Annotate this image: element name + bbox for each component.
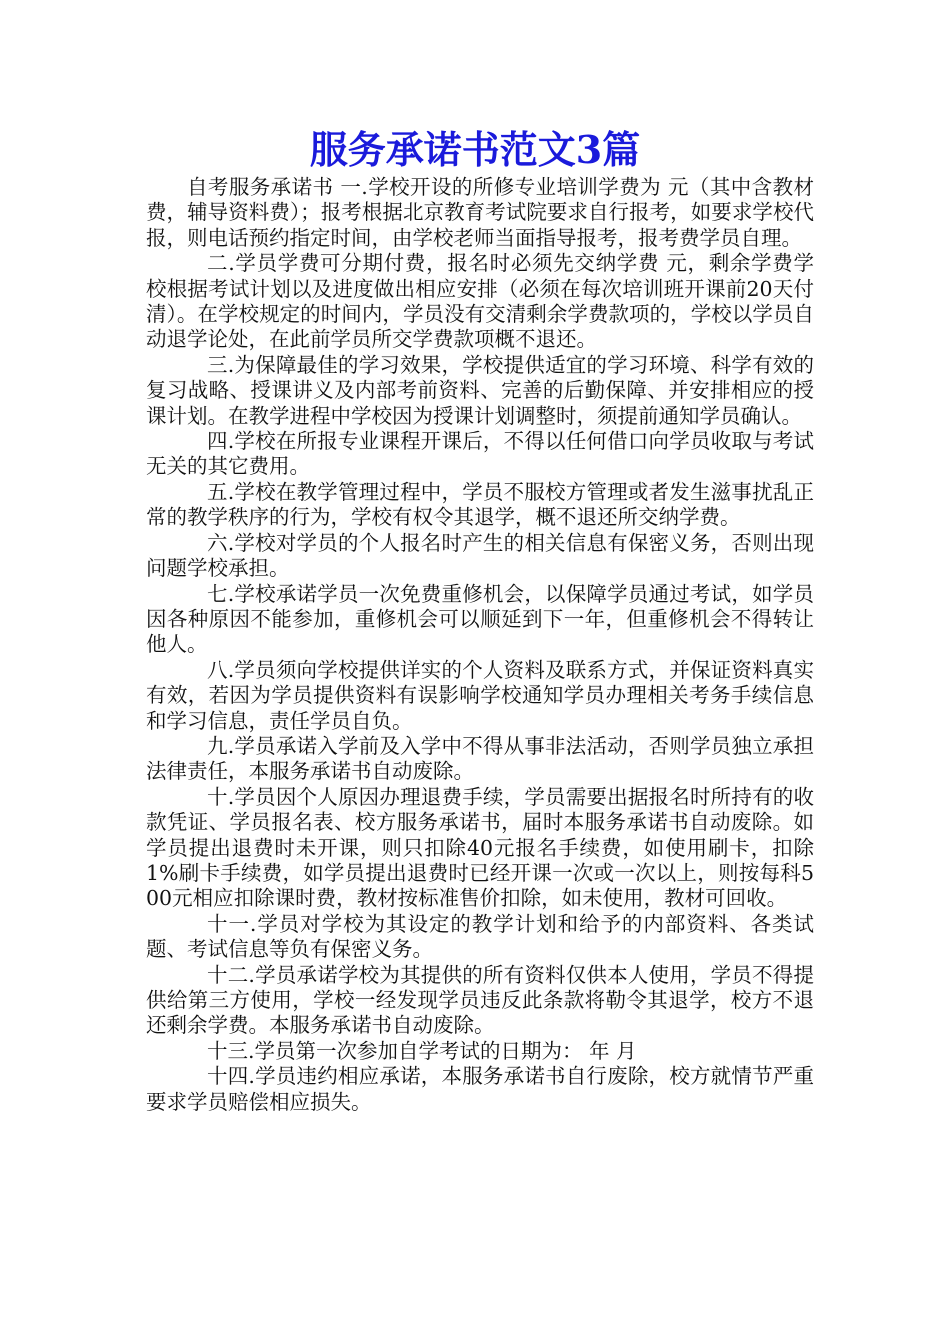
paragraph-10: 十.学员因个人原因办理退费手续，学员需要出据报名时所持有的收款凭证、学员报名表、校方服务承诺书，届时本服务承诺书自动废除。如学员提出退费时未开课，则只扣除40元报名手续费，如使用刷卡，扣除1%刷卡手续费，如学员提出退费时已经开课一次或一次以上，则按每科500元相应扣除课时费，教材按标准售价扣除，如未使用，教材可回收。 [146, 784, 814, 911]
paragraph-4: 四.学校在所报专业课程开课后，不得以任何借口向学员收取与考试无关的其它费用。 [146, 429, 814, 479]
paragraph-11: 十一.学员对学校为其设定的教学计划和给予的内部资料、各类试题、考试信息等负有保密义务。 [146, 911, 814, 962]
paragraph-5: 五.学校在教学管理过程中，学员不服校方管理或者发生滋事扰乱正常的教学秩序的行为，学校有权令其退学，概不退还所交纳学费。 [146, 479, 814, 530]
document-title: 服务承诺书范文3篇 [309, 127, 641, 172]
paragraph-14: 十四.学员违约相应承诺，本服务承诺书自行废除，校方就情节严重要求学员赔偿相应损失。 [146, 1064, 814, 1114]
paragraph-12: 十二.学员承诺学校为其提供的所有资料仅供本人使用，学员不得提供给第三方使用，学校一经发现学员违反此条款将勒令其退学，校方不退还剩余学费。本服务承诺书自动废除。 [146, 962, 814, 1038]
paragraph-2: 二.学员学费可分期付费，报名时必须先交纳学费 元，剩余学费学校根据考试计划以及进度做出相应安排（必须在每次培训班开课前20天付清）。在学校规定的时间内，学员没有交清剩余学费款项的，学校以学员自动退学论处，在此前学员所交学费款项概不退还。 [146, 251, 814, 352]
paragraph-6: 六.学校对学员的个人报名时产生的相关信息有保密义务，否则出现问题学校承担。 [146, 530, 814, 581]
paragraph-8: 八.学员须向学校提供详实的个人资料及联系方式，并保证资料真实有效，若因为学员提供资料有误影响学校通知学员办理相关考务手续信息和学习信息，责任学员自负。 [146, 657, 814, 733]
paragraph-7: 七.学校承诺学员一次免费重修机会，以保障学员通过考试，如学员因各种原因不能参加，重修机会可以顺延到下一年，但重修机会不得转让他人。 [146, 581, 814, 657]
document-body [146, 175, 814, 1115]
paragraph-13: 十三.学员第一次参加自学考试的日期为： 年 月 [207, 1038, 637, 1063]
paragraph-1: 自考服务承诺书 一.学校开设的所修专业培训学费为 元（其中含教材费，辅导资料费）；报考根据北京教育考试院要求自行报考，如要求学校代报，则电话预约指定时间，由学校老师当面指导报考，报考费学员自理。 [146, 175, 814, 250]
paragraph-3: 三.为保障最佳的学习效果，学校提供适宜的学习环境、科学有效的复习战略、授课讲义及内部考前资料、完善的后勤保障、并安排相应的授课计划。在教学进程中学校因为授课计划调整时，须提前通知学员确认。 [146, 352, 814, 428]
paragraph-9: 九.学员承诺入学前及入学中不得从事非法活动，否则学员独立承担法律责任，本服务承诺书自动废除。 [146, 733, 814, 784]
